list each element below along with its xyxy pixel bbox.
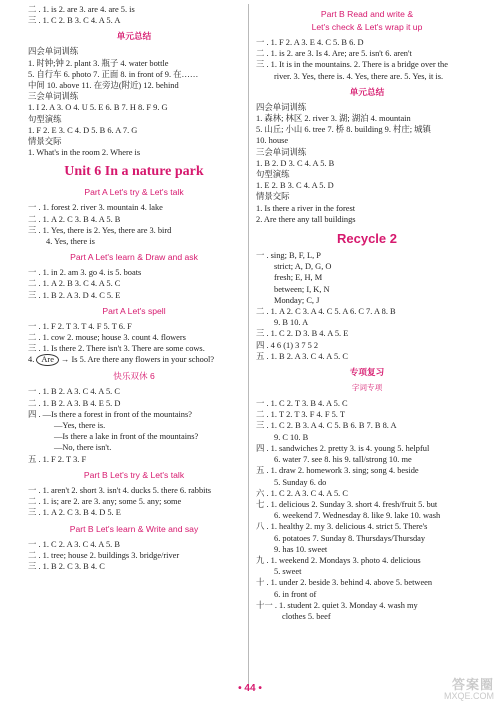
- answer-line: 6. water 7. see 8. his 9. tall/strong 10. me: [274, 455, 412, 465]
- answer-line: fresh; E, H, M: [274, 273, 323, 283]
- answer-line: 1. F 2. E 3. C 4. D 5. B 6. A 7. G: [28, 125, 138, 135]
- answer-line: 九 . 1. weekend 2. Mondays 3. photo 4. delicious: [256, 555, 421, 565]
- right-column: [256, 4, 478, 622]
- section-heading: 快乐双休 6: [113, 371, 155, 382]
- answer-line: 5. Sunday 6. do: [274, 477, 327, 487]
- answer-line: 三 . 1. Yes, there is 2. Yes, there are 3. bird: [28, 225, 172, 235]
- answer-line: 四 . 4 6 (1) 3 7 5 2: [256, 340, 319, 350]
- answer-line: 一 . 1. in 2. am 3. go 4. is 5. boats: [28, 268, 142, 278]
- answer-line: 三 . 1. C 2. B 3. C 4. A 5. A: [28, 16, 121, 26]
- correction-text: → Is 5. Are there any flowers in your school?: [61, 355, 215, 365]
- answer-line: 八 . 1. healthy 2. my 3. delicious 4. strict 5. There's: [256, 522, 428, 532]
- watermark-url: MXQE.COM: [443, 691, 494, 701]
- answer-line: 9. C 10. B: [274, 432, 309, 442]
- section-heading: Part A Let's learn & Draw and ask: [70, 252, 198, 263]
- answer-line: 一 . 1. B 2. A 3. C 4. A 5. C: [28, 387, 120, 397]
- answer-line: [28, 354, 240, 366]
- answer-line: 二 . 1. is; are 2. are 3. any; some 5. any; some: [28, 497, 182, 507]
- section-heading: 字词专项: [351, 383, 383, 393]
- answer-line: 三 . 1. Is there 2. There isn't 3. There are some cows.: [28, 344, 205, 354]
- answer-line: 1. E 2. B 3. C 4. A 5. D: [256, 181, 334, 191]
- section-heading: Part B Read and write &: [320, 9, 414, 19]
- answer-line: 三 . 1. B 2. C 3. B 4. C: [28, 561, 105, 571]
- answer-line: 一 . sing; B, F, L, P: [256, 251, 321, 261]
- answer-line: 1. B 2. D 3. C 4. A 5. B: [256, 158, 335, 168]
- answer-line: 六 . 1. C 2. A 3. C 4. A 5. C: [256, 488, 348, 498]
- section-heading: Part A Let's try & Let's talk: [84, 187, 184, 198]
- answer-line: 一 . 1. C 2. A 3. C 4. A 5. B: [28, 539, 120, 549]
- answer-line: 二 . 1. is 2. are 3. Is 4. Are; are 5. isn't 6. aren't: [256, 49, 412, 59]
- answer-line: 1. 时钟;钟 2. plant 3. 瓶子 4. water bottle: [28, 58, 169, 68]
- section-heading: Let's check & Let's wrap it up: [311, 22, 423, 32]
- answer-line: 6. potatoes 7. Sunday 8. Thursdays/Thursday: [274, 533, 426, 543]
- answer-line: 三 . 1. C 2. B 3. A 4. C 5. B 6. B 7. B 8. A: [256, 421, 397, 431]
- answer-line: 10. house: [256, 136, 289, 146]
- answer-line: 二 . 1. B 2. A 3. B 4. E 5. D: [28, 398, 121, 408]
- answer-line: 七 . 1. delicious 2. Sunday 3. short 4. fresh/fruit 5. but: [256, 499, 438, 509]
- answer-line: 三会单词训练: [256, 147, 307, 157]
- answer-line: 4. Yes, there is: [46, 237, 95, 247]
- answer-line: 二 . 1. T 2. T 3. F 4. F 5. T: [256, 410, 345, 420]
- answer-line: strict; A, D, G, O: [274, 262, 332, 272]
- answer-line: between; I, K, N: [274, 284, 330, 294]
- answer-line: —Yes, there is.: [54, 421, 106, 431]
- answer-line: 十一 . 1. student 2. quiet 3. Monday 4. wash my: [256, 600, 418, 610]
- answer-line: 三 . 1. B 2. A 3. D 4. C 5. E: [28, 290, 121, 300]
- answer-line: 四 . 1. sandwiches 2. pretty 3. is 4. young 5. helpful: [256, 443, 430, 453]
- answer-line: 一 . 1. C 2. T 3. B 4. A 5. C: [256, 399, 348, 409]
- answer-line: 6. in front of: [274, 589, 317, 599]
- answer-line: 三会单词训练: [28, 92, 79, 102]
- watermark-logo: 答案圈: [451, 677, 494, 692]
- left-column: [28, 4, 240, 572]
- answer-line: 三 . 1. It is in the mountains. 2. There is a bridge over the: [256, 60, 448, 70]
- answer-line: 五 . 1. draw 2. homework 3. sing; song 4. beside: [256, 466, 419, 476]
- answer-line: 1. I 2. A 3. O 4. U 5. E 6. B 7. H 8. F 9. G: [28, 103, 168, 113]
- answer-line: 中间 10. above 11. 在旁边(附近) 12. behind: [28, 81, 179, 91]
- answer-line: 6. weekend 7. Wednesday 8. like 9. lake 10. wash: [274, 511, 441, 521]
- item-number: 4.: [28, 355, 35, 365]
- answer-line: 二 . 1. tree; house 2. buildings 3. bridge/river: [28, 550, 180, 560]
- section-heading: 单元总结: [116, 31, 152, 42]
- answer-line: 9. B 10. A: [274, 318, 309, 328]
- answer-line: clothes 5. beef: [282, 611, 331, 621]
- answer-line: 5. 山丘; 小山 6. tree 7. 桥 8. building 9. 村庄; 城镇: [256, 125, 431, 135]
- answer-line: 二 . 1. A 2. B 3. C 4. A 5. C: [28, 279, 121, 289]
- section-heading: Part B Let's learn & Write and say: [69, 523, 199, 534]
- answer-line: 四会单词训练: [256, 102, 307, 112]
- answer-line: 1. 森林; 林区 2. river 3. 湖; 湖泊 4. mountain: [256, 114, 411, 124]
- answer-line: 一 . 1. F 2. A 3. E 4. C 5. B 6. D: [256, 38, 364, 47]
- answer-line: river. 3. Yes, there is. 4. Yes, there are. 5. Yes, it is.: [274, 71, 444, 81]
- answer-line: 二 . 1. is 2. are 3. are 4. are 5. is: [28, 5, 135, 14]
- circled-word: Are: [36, 354, 59, 366]
- answer-line: 情景交际: [28, 137, 62, 147]
- unit-title: Unit 6 In a nature park: [64, 164, 204, 180]
- answer-line: 三 . 1. C 2. D 3. B 4. A 5. E: [256, 329, 349, 339]
- recycle-title: Recycle 2: [337, 231, 397, 247]
- answer-line: 2. Are there any tall buildings: [256, 214, 356, 224]
- answer-line: 二 . 1. cow 2. mouse; house 3. count 4. flowers: [28, 333, 186, 343]
- answer-line: 十 . 1. under 2. beside 3. behind 4. above 5. between: [256, 578, 433, 588]
- answer-line: 一 . 1. F 2. T 3. T 4. F 5. T 6. F: [28, 321, 132, 331]
- section-heading: 单元总结: [349, 86, 385, 97]
- answer-line: 情景交际: [256, 192, 290, 202]
- answer-line: —Is there a lake in front of the mountains?: [54, 432, 199, 442]
- section-heading: Part A Let's spell: [102, 305, 166, 316]
- section-heading: Part B Let's try & Let's talk: [83, 469, 185, 480]
- answer-line: 二 . 1. A 2. C 3. A 4. C 5. A 6. C 7. A 8. B: [256, 307, 396, 317]
- answer-line: 一 . 1. aren't 2. short 3. isn't 4. ducks 5. there 6. rabbits: [28, 485, 212, 495]
- watermark: [443, 677, 494, 701]
- answer-line: 一 . 1. forest 2. river 3. mountain 4. lake: [28, 203, 163, 213]
- answer-line: —No, there isn't.: [54, 443, 112, 453]
- answer-line: 三 . 1. A 2. C 3. B 4. D 5. E: [28, 508, 121, 518]
- answer-line: 五 . 1. B 2. A 3. C 4. A 5. C: [256, 351, 348, 361]
- section-heading: 专项复习: [349, 367, 385, 378]
- answer-line: 句型演练: [28, 114, 62, 124]
- answer-line: 9. has 10. sweet: [274, 544, 328, 554]
- answer-line: 5. sweet: [274, 567, 302, 577]
- answer-line: 句型演练: [256, 170, 290, 180]
- answer-line: 四 . —Is there a forest in front of the mountains?: [28, 409, 192, 419]
- answer-line: 5. 自行车 6. photo 7. 正面 8. in front of 9. 在……: [28, 69, 199, 79]
- answer-line: Monday; C, J: [274, 295, 320, 305]
- answer-line: 1. What's in the room 2. Where is: [28, 148, 141, 158]
- column-divider: [248, 4, 249, 684]
- page-number: • 44 •: [238, 683, 262, 694]
- answer-line: 四会单词训练: [28, 47, 79, 57]
- answer-line: 二 . 1. A 2. C 3. B 4. A 5. B: [28, 214, 121, 224]
- answer-line: 五 . 1. F 2. T 3. F: [28, 454, 87, 464]
- answer-line: 1. Is there a river in the forest: [256, 203, 356, 213]
